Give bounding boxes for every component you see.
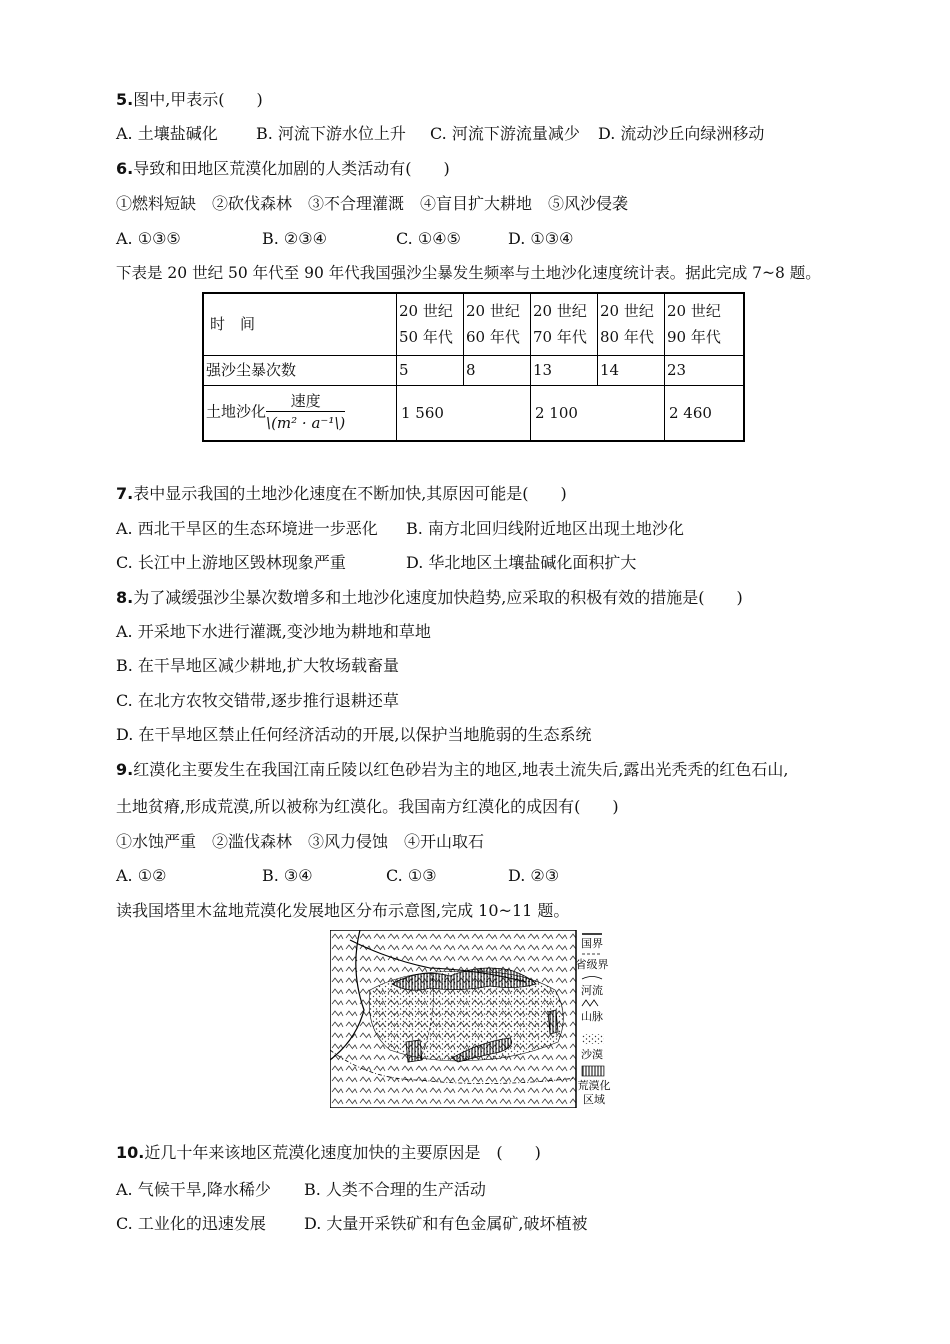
- intro-7-8: 下表是 20 世纪 50 年代至 90 年代我国强沙尘暴发生频率与土地沙化速度统计表。据此完成 7~8 题。: [116, 264, 821, 282]
- q5-option-b[interactable]: B. 河流下游水位上升: [256, 124, 406, 143]
- decade-80s-line2: 80 年代: [600, 328, 654, 347]
- q9-stem-text1: 红漠化主要发生在我国江南丘陵以红色砂岩为主的地区,地表土流失后,露出光秃秃的红色石山,: [133, 760, 789, 779]
- desert-speed-70s-80s: 2 100: [531, 385, 665, 441]
- q9-number: 9.: [116, 760, 134, 779]
- q8-option-b[interactable]: B. 在干旱地区减少耕地,扩大牧场载畜量: [116, 656, 400, 675]
- legend-desert-mark: [582, 1034, 604, 1044]
- table-row-desertification: [203, 385, 744, 441]
- q10-stem: 近几十年来该地区荒漠化速度加快的主要原因是 ( ): [144, 1143, 541, 1162]
- q7-option-b[interactable]: B. 南方北回归线附近地区出现土地沙化: [406, 519, 684, 538]
- legend-mountain-mark: [582, 1000, 598, 1006]
- sandstorm-90s: 23: [665, 355, 745, 385]
- q10-option-c[interactable]: C. 工业化的迅速发展: [116, 1214, 266, 1233]
- q6-option-b[interactable]: B. ②③④: [262, 229, 327, 248]
- decade-90s-line2: 90 年代: [667, 328, 721, 347]
- q8-option-d[interactable]: D. 在干旱地区禁止任何经济活动的开展,以保护当地脆弱的生态系统: [116, 725, 592, 744]
- desertification-zone-east: [548, 1010, 558, 1034]
- legend-national-border: 国界: [581, 937, 603, 950]
- q8-number: 8.: [116, 588, 134, 607]
- sandstorm-desertification-table: [202, 292, 745, 442]
- q5-options: [116, 124, 764, 144]
- q5-option-a[interactable]: A. 土壤盐碱化: [116, 124, 218, 143]
- row-sandstorm-label: 强沙尘暴次数: [203, 355, 397, 385]
- table-header-time: 时 间: [203, 293, 397, 355]
- row-desertification-label: 土地沙化: [206, 402, 267, 421]
- q9-options: [116, 866, 559, 886]
- q8-option-c[interactable]: C. 在北方农牧交错带,逐步推行退耕还草: [116, 691, 399, 710]
- q10-options-row2: [116, 1214, 588, 1234]
- q9-stem-line2: 土地贫瘠,形成荒漠,所以被称为红漠化。我国南方红漠化的成因有( ): [116, 797, 619, 816]
- decade-50s-line2: 50 年代: [399, 328, 453, 347]
- q6-number: 6.: [116, 159, 134, 178]
- desert-speed-90s: 2 460: [665, 385, 745, 441]
- q9-items: ①水蚀严重 ②滥伐森林 ③风力侵蚀 ④开山取石: [116, 832, 485, 851]
- q7-option-a[interactable]: A. 西北干旱区的生态环境进一步恶化: [116, 519, 378, 538]
- decade-80s-line1: 20 世纪: [600, 302, 654, 321]
- q5-stem: 图中,甲表示( ): [133, 90, 263, 109]
- sandstorm-70s: 13: [531, 355, 598, 385]
- decade-50s-line1: 20 世纪: [399, 302, 453, 321]
- q6-stem-line: [116, 159, 450, 179]
- legend-desert: 沙漠: [581, 1048, 603, 1061]
- table-row-sandstorm: [203, 355, 744, 385]
- legend-river: 河流: [581, 984, 603, 997]
- q7-options-row1: [116, 519, 684, 539]
- table-header-row: [203, 293, 744, 355]
- q5-option-c[interactable]: C. 河流下游流量减少: [430, 124, 580, 143]
- desertification-zone-southwest: [406, 1040, 422, 1062]
- q10-stem-line: [116, 1143, 541, 1163]
- q9-option-b[interactable]: B. ③④: [262, 866, 313, 885]
- speed-unit-fraction: [266, 391, 345, 434]
- decade-90s-line1: 20 世纪: [667, 302, 721, 321]
- table-header-70s: [531, 293, 598, 355]
- q9-option-a[interactable]: A. ①②: [116, 866, 167, 885]
- q8-option-a[interactable]: A. 开采地下水进行灌溉,变沙地为耕地和草地: [116, 622, 431, 641]
- speed-unit-numerator: 速度: [266, 391, 345, 412]
- q6-stem: 导致和田地区荒漠化加剧的人类活动有( ): [133, 159, 450, 178]
- decade-70s-line1: 20 世纪: [533, 302, 587, 321]
- decade-60s-line2: 60 年代: [466, 328, 520, 347]
- sandstorm-60s: 8: [464, 355, 531, 385]
- q7-options-row2: [116, 553, 636, 573]
- q8-stem-line: [116, 588, 743, 608]
- legend-desertification: 荒漠化: [577, 1079, 611, 1092]
- table-header-50s: [397, 293, 464, 355]
- q7-option-c[interactable]: C. 长江中上游地区毁林现象严重: [116, 553, 346, 572]
- q5-option-d[interactable]: D. 流动沙丘向绿洲移动: [598, 124, 765, 143]
- legend-province-border: 省级界: [575, 958, 609, 971]
- legend-desertification-mark: [582, 1066, 604, 1076]
- legend-mountain: 山脉: [581, 1010, 603, 1023]
- intro-10-11: 读我国塔里木盆地荒漠化发展地区分布示意图,完成 10~11 题。: [116, 901, 570, 920]
- legend-river-mark: [582, 977, 602, 980]
- q6-items: ①燃料短缺 ②砍伐森林 ③不合理灌溉 ④盲目扩大耕地 ⑤风沙侵袭: [116, 194, 629, 213]
- q6-options: [116, 229, 573, 249]
- decade-70s-line2: 70 年代: [533, 328, 587, 347]
- table-header-60s: [464, 293, 531, 355]
- table-header-80s: [598, 293, 665, 355]
- table-header-90s: [665, 293, 745, 355]
- q5-number: 5.: [116, 90, 134, 109]
- decade-60s-line1: 20 世纪: [466, 302, 520, 321]
- q8-stem: 为了减缓强沙尘暴次数增多和土地沙化速度加快趋势,应采取的积极有效的措施是( ): [133, 588, 743, 607]
- desert-speed-50s-60s: 1 560: [397, 385, 531, 441]
- q10-option-a[interactable]: A. 气候干旱,降水稀少: [116, 1180, 271, 1199]
- q5-stem-line: [116, 90, 263, 110]
- sandstorm-80s: 14: [598, 355, 665, 385]
- q9-option-c[interactable]: C. ①③: [386, 866, 437, 885]
- q7-stem-line: [116, 484, 567, 504]
- q7-option-d[interactable]: D. 华北地区土壤盐碱化面积扩大: [406, 553, 637, 572]
- speed-unit-denominator: \(m² · a⁻¹\): [266, 414, 346, 433]
- tarim-basin-map: [330, 930, 622, 1108]
- q9-stem-line1: [116, 760, 788, 780]
- q6-option-a[interactable]: A. ①③⑤: [116, 229, 181, 248]
- q7-stem: 表中显示我国的土地沙化速度在不断加快,其原因可能是( ): [133, 484, 567, 503]
- q6-option-c[interactable]: C. ①④⑤: [396, 229, 461, 248]
- q10-number: 10.: [116, 1143, 145, 1162]
- q9-option-d[interactable]: D. ②③: [508, 866, 560, 885]
- q10-option-d[interactable]: D. 大量开采铁矿和有色金属矿,破坏植被: [304, 1214, 588, 1233]
- q10-option-b[interactable]: B. 人类不合理的生产活动: [304, 1180, 486, 1199]
- q10-options-row1: [116, 1180, 486, 1200]
- legend-region: 区域: [583, 1093, 605, 1106]
- sandstorm-50s: 5: [397, 355, 464, 385]
- q7-number: 7.: [116, 484, 134, 503]
- row-desertification-label-cell: [203, 385, 397, 441]
- q6-option-d[interactable]: D. ①③④: [508, 229, 574, 248]
